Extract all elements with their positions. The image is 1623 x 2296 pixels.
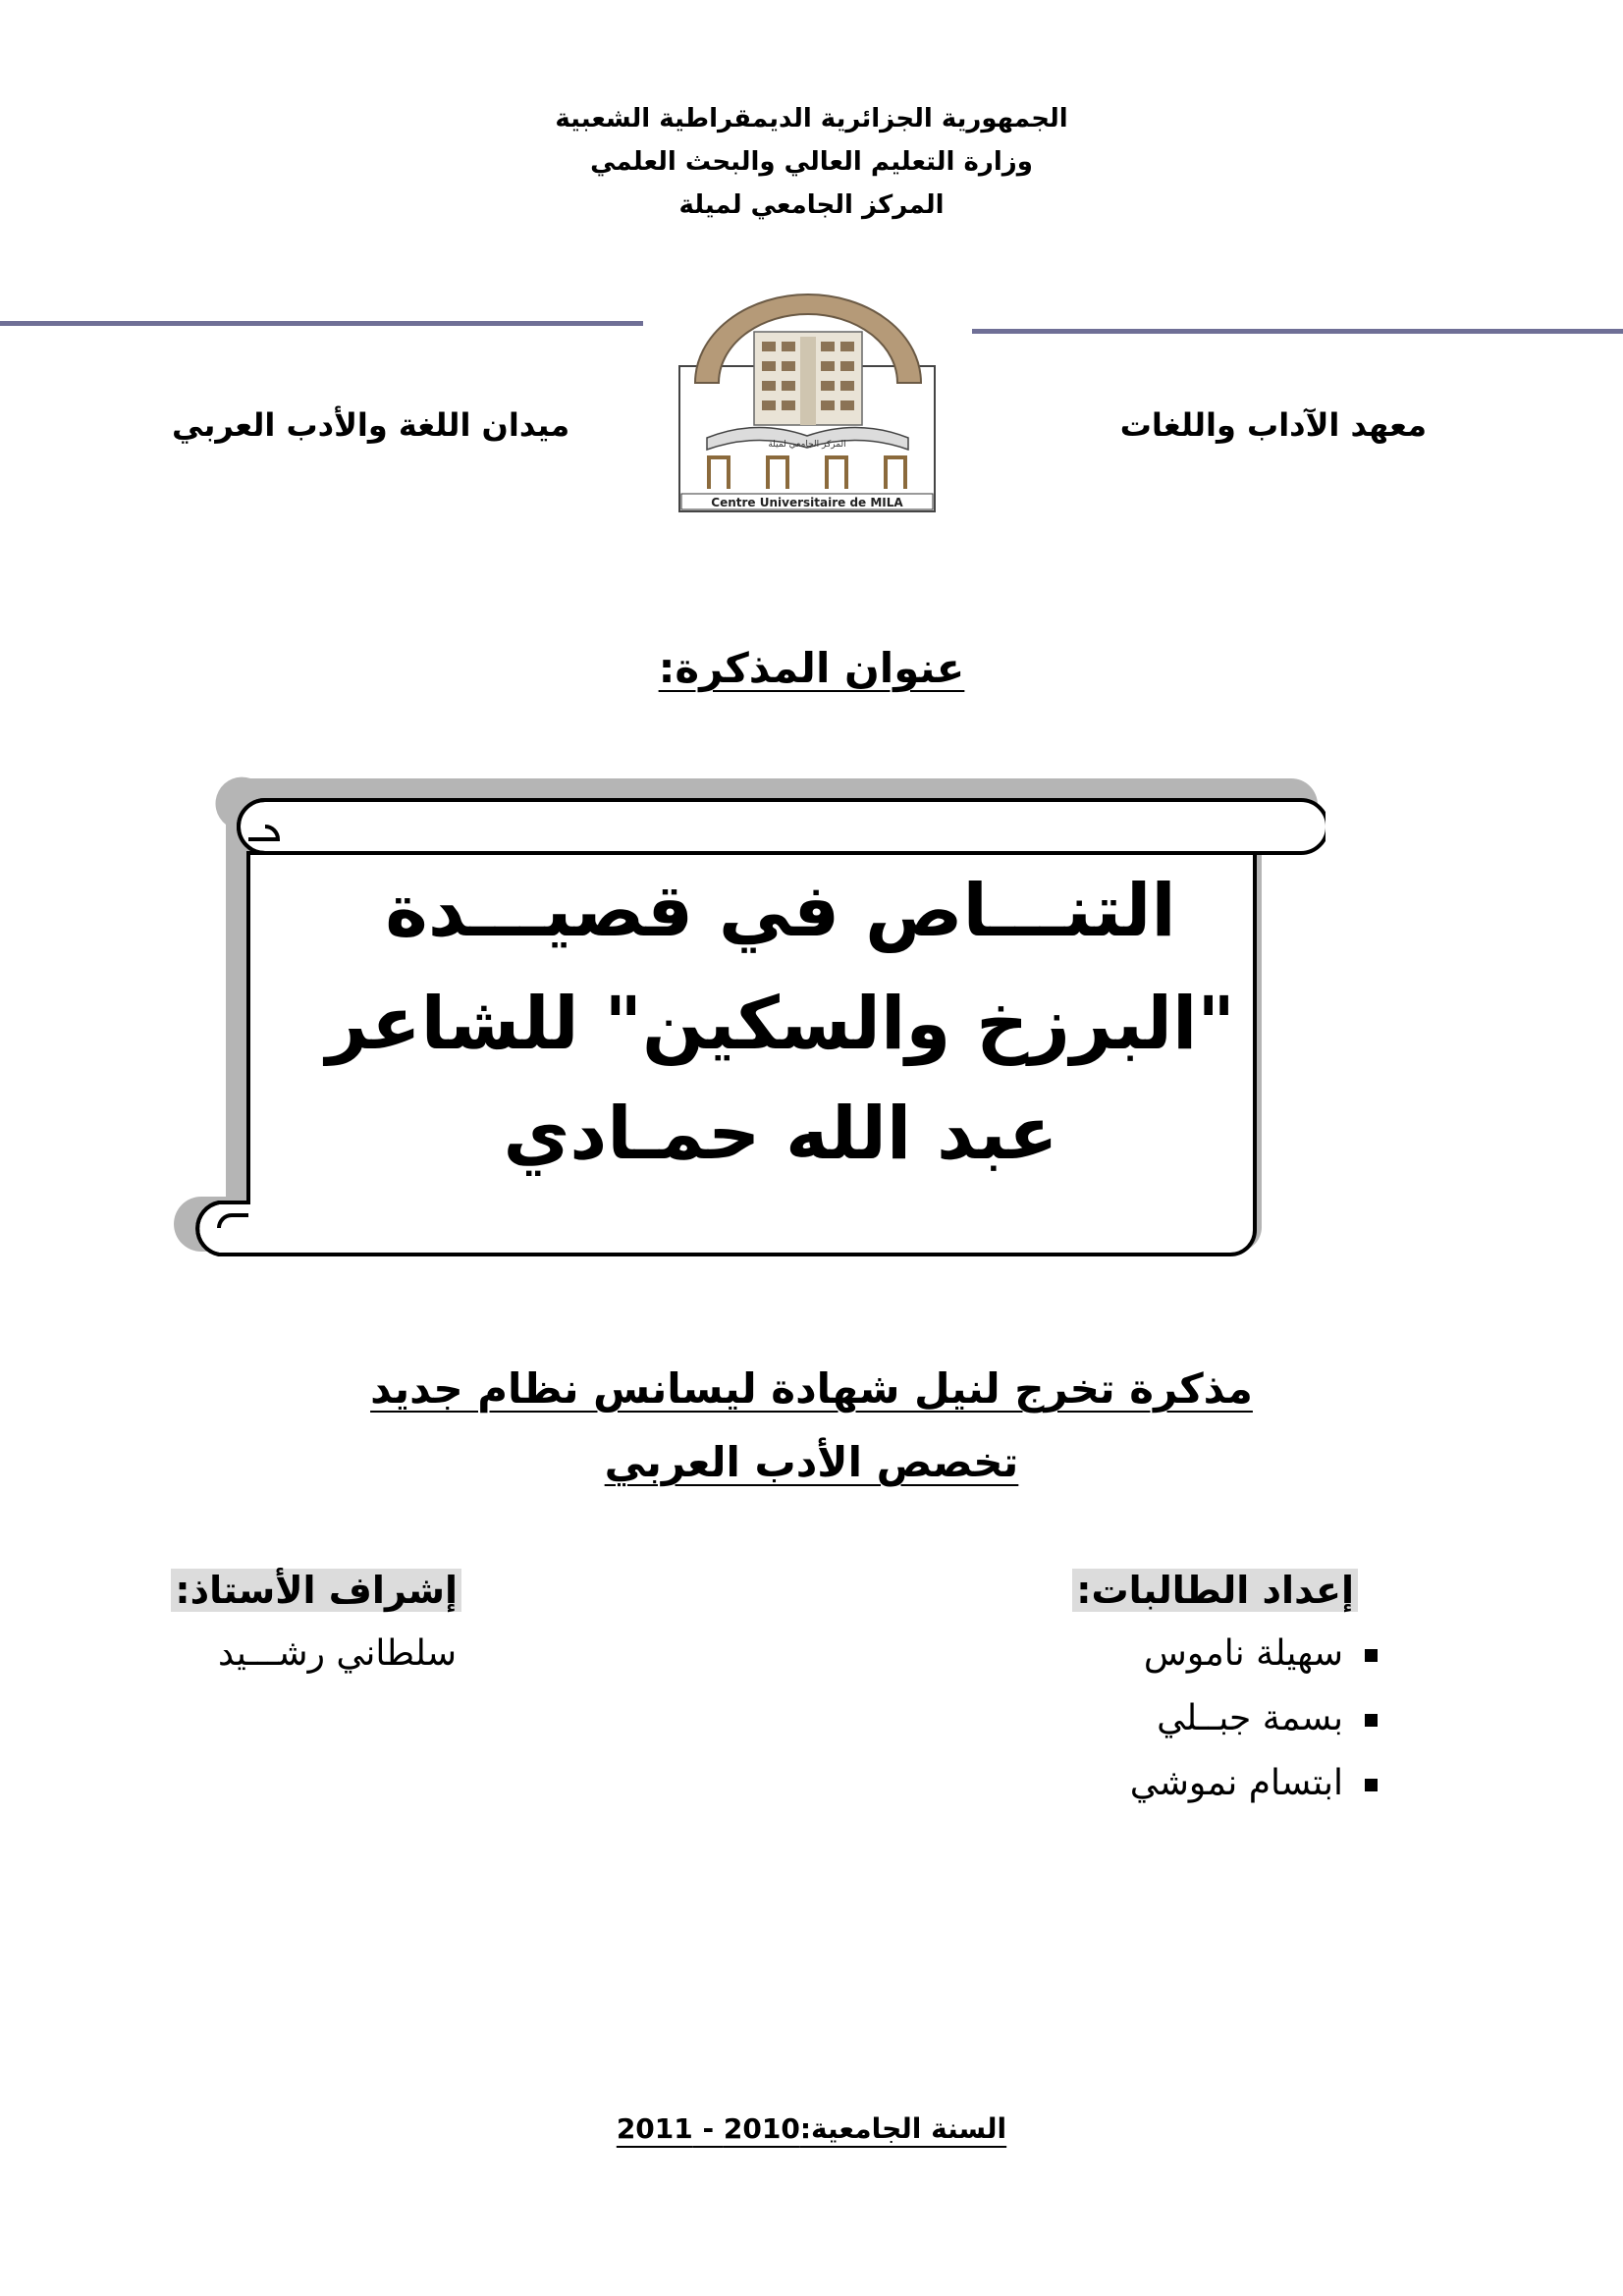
degree-line2 — [0, 1438, 1623, 1486]
memo-title-label — [0, 644, 1623, 692]
students-label-wrap — [1072, 1569, 1358, 1612]
students-label: إعداد الطالبات: — [1072, 1569, 1358, 1612]
right-rule — [972, 329, 1623, 334]
university-logo — [677, 293, 938, 513]
student-item — [1157, 1698, 1378, 1738]
degree-line1-text: مذكرة تخرج لنيل شهادة ليسانس نظام جديد — [370, 1364, 1253, 1413]
logo-caption: Centre Universitaire de MILA — [711, 496, 903, 509]
supervisor-name: سلطاني رشـــيد — [218, 1633, 457, 1674]
student-name: سهيلة ناموس — [1143, 1633, 1343, 1674]
supervisor-label-wrap — [175, 1569, 461, 1612]
institute-label: معهد الآداب واللغات — [1119, 406, 1427, 444]
student-item — [1130, 1763, 1378, 1803]
student-name: بسمة جبــلي — [1157, 1698, 1343, 1738]
degree-line1 — [0, 1364, 1623, 1413]
header-center: المركز الجامعي لميلة — [678, 190, 945, 220]
memo-title-text: عنوان المذكرة: — [658, 644, 965, 692]
academic-year — [0, 2112, 1623, 2145]
thesis-title-line1: التنـــاص في قصيـــدة — [385, 869, 1176, 953]
bullet-icon — [1365, 1714, 1378, 1727]
bullet-icon — [1365, 1649, 1378, 1662]
student-name: ابتسام نموشي — [1129, 1763, 1343, 1803]
header-republic: الجمهورية الجزائرية الديمقراطية الشعبية — [555, 104, 1068, 133]
thesis-title-line2: "البرزخ والسكين" للشاعر — [326, 982, 1235, 1066]
thesis-title-line3: عبد الله حمـادي — [503, 1092, 1058, 1176]
header-ministry: وزارة التعليم العالي والبحث العلمي — [590, 147, 1033, 177]
supervisor-label: إشراف الأستاذ: — [171, 1569, 461, 1612]
logo-banner-text: المركز الجامعي لميلة — [768, 440, 846, 450]
left-rule — [0, 321, 643, 326]
field-label: ميدان اللغة والأدب العربي — [172, 406, 570, 444]
academic-year-text: السنة الجامعية:2010 - 2011 — [616, 2112, 1007, 2145]
bullet-icon — [1365, 1779, 1378, 1791]
degree-line2-text: تخصص الأدب العربي — [604, 1438, 1019, 1486]
student-item — [1144, 1633, 1378, 1674]
